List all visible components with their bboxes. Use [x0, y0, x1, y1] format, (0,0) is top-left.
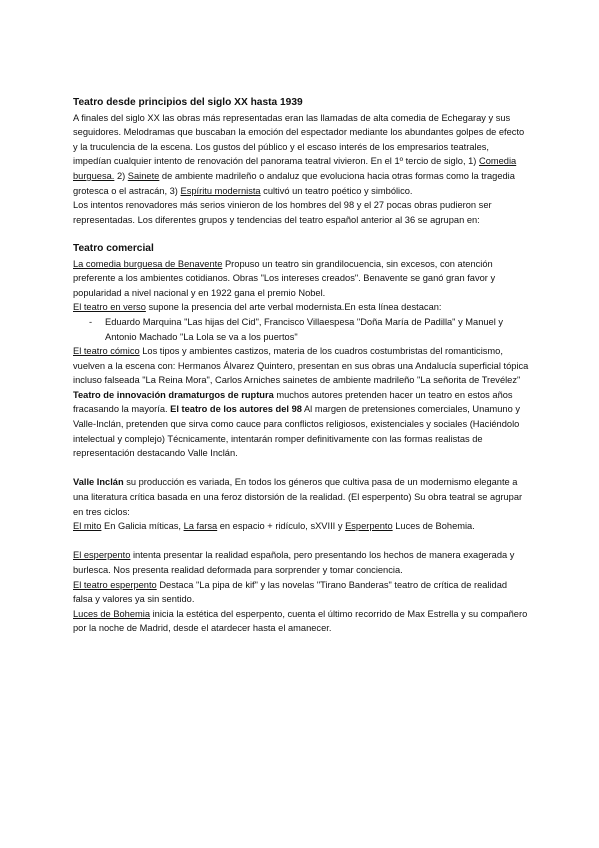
luces-bohemia-text: inicia la estética del esperpento, cuenta el último recorrido de Max Estrella y su compañero por la noche de Madrid, desde el atardecer hasta el amanecer. [73, 608, 528, 634]
teatro-comico-link: El teatro cómico [73, 346, 140, 357]
section-heading-comercial: Teatro comercial [73, 242, 154, 254]
sainete-link: Sainete [127, 170, 160, 181]
teatro-verso-link: El teatro en verso [73, 302, 146, 313]
valle-inclan-bold: Valle Inclán [73, 477, 124, 488]
mito-text: En Galicia míticas, [101, 521, 184, 532]
mito-link: El mito [73, 521, 102, 532]
intro-paragraph [73, 111, 529, 199]
teatro-esperpento-text: Destaca "La pipa de kif" y las novelas "Tirano Banderas" teatro de crítica de realidad falsa y valores ya sin sentido. [73, 579, 508, 605]
benavente-link: La comedia burguesa de Benavente [73, 258, 223, 269]
intro-text-2: 2) [114, 170, 128, 181]
document-page [73, 96, 529, 636]
bullet-dash: - [89, 316, 93, 327]
paragraph-luces-bohemia [73, 607, 529, 636]
page-title: Teatro desde principios del siglo XX hasta 1939 [73, 97, 303, 108]
paragraph-teatro-comico [73, 344, 529, 388]
innovacion-text-2: Al margen de pretensiones comerciales, Unamuno y Valle-Inclán, pretenden que sirva como cauce para conflictos religiosos, existenciales y sociales (Haciéndolo intelectual y complejo) Técnicamente, intentarán romper definitivamente con las formas realistas de representación destacando Valle Inclán. [73, 404, 520, 459]
innovacion-bold: Teatro de innovación dramaturgos de ruptura [73, 389, 274, 400]
comedia-burguesa-link: Comedia burguesa. [73, 156, 517, 181]
teatro-verso-text: supone la presencia del arte verbal modernista.En esta línea destacan: [145, 302, 442, 313]
teatro-esperpento-link: El teatro esperpento [73, 579, 157, 590]
farsa-link: La farsa [183, 521, 218, 532]
intro-paragraph-2: Los intentos renovadores más serios vinieron de los hombres del 98 y el 27 pocas obras pudieron ser representadas. Los diferentes grupos y tendencias del teatro español anterior al 36 se agrupan en: [73, 200, 492, 225]
innovacion-text-1: muchos autores pretenden hacer un teatro en estos años fracasando la mayoría. [73, 389, 513, 415]
espiritu-modernista-link: Espíritu modernista [180, 185, 261, 196]
luces-bohemia-link: Luces de Bohemia [73, 608, 151, 619]
esperpento-text: intenta presentar la realidad española, pero presentando los hechos de manera exagerada y burlesca. Nos presenta realidad deformada para sorprender y tomar conciencia. [73, 550, 515, 575]
paragraph-teatro-esperpento [73, 578, 529, 607]
paragraph-valle-inclan [73, 475, 529, 519]
farsa-text: en espacio + ridículo, sXVIII y [217, 521, 346, 532]
autores-98-bold: El teatro de los autores del 98 [170, 404, 302, 415]
list-item [73, 315, 529, 344]
paragraph-benavente [73, 257, 529, 301]
benavente-text: Propuso un teatro sin grandilocuencia, sin excesos, con atención preferente a los ambientes cotidianos. Obras "Los intereses creados". Benavente se ganó gran favor y popularidad a nivel nacional y en 1922 gana el premio Nobel. [73, 258, 496, 298]
paragraph-innovacion [73, 388, 529, 461]
paragraph-teatro-verso [73, 300, 529, 315]
intro-text-3: de ambiente madrileño o andaluz que evoluciona hacia otras formas como la tragedia grotesca o el astracán, 3) [73, 170, 515, 196]
paragraph-ciclos [73, 519, 529, 534]
spacer [73, 227, 529, 242]
esperpento-cycle-text: Luces de Bohemia. [392, 521, 475, 532]
esperpento-cycle-link: Esperpento [345, 521, 393, 532]
paragraph-esperpento [73, 548, 529, 577]
valle-text: su producción es variada, En todos los géneros que cultiva pasa de un modernismo elegante a una literatura crítica basada en una feroz distorsión de la realidad. (El esperpento) Su obra teatral se agrupar en tres ciclos: [73, 477, 523, 517]
bullet-text: Eduardo Marquina "Las hijas del Cid", Francisco Villaespesa "Doña María de Padilla" y Manuel y Antonio Machado "La Lola se va a los puertos" [105, 316, 504, 342]
teatro-comico-text: Los tipos y ambientes castizos, materia de los cuadros costumbristas del romanticismo, vuelven a la escena con: Hermanos Álvarez Quintero, presentan en sus obras una Andalucía superficial tópica incluso falseada "La Reina Mora", Carlos Arniches sainetes de ambiente madrileño "La señorita de Trevélez" [73, 346, 529, 386]
spacer [73, 461, 529, 476]
spacer [73, 534, 529, 549]
intro-text-4: cultivó un teatro poético y simbólico. [260, 185, 413, 196]
esperpento-link: El esperpento [73, 550, 131, 561]
intro-text-1: A finales del siglo XX las obras más representadas eran las llamadas de alta comedia de Echegaray y sus seguidores. Melodramas que buscaban la emoción del espectador mediante los abundantes golpes de efecto y la truculencia de la escena. Los gustos del público y el escaso interés de los empresarios teatrales, impedían cualquier intento de renovación del panorama teatral vivieron. En el 1º tercio de siglo, 1) [73, 112, 525, 167]
